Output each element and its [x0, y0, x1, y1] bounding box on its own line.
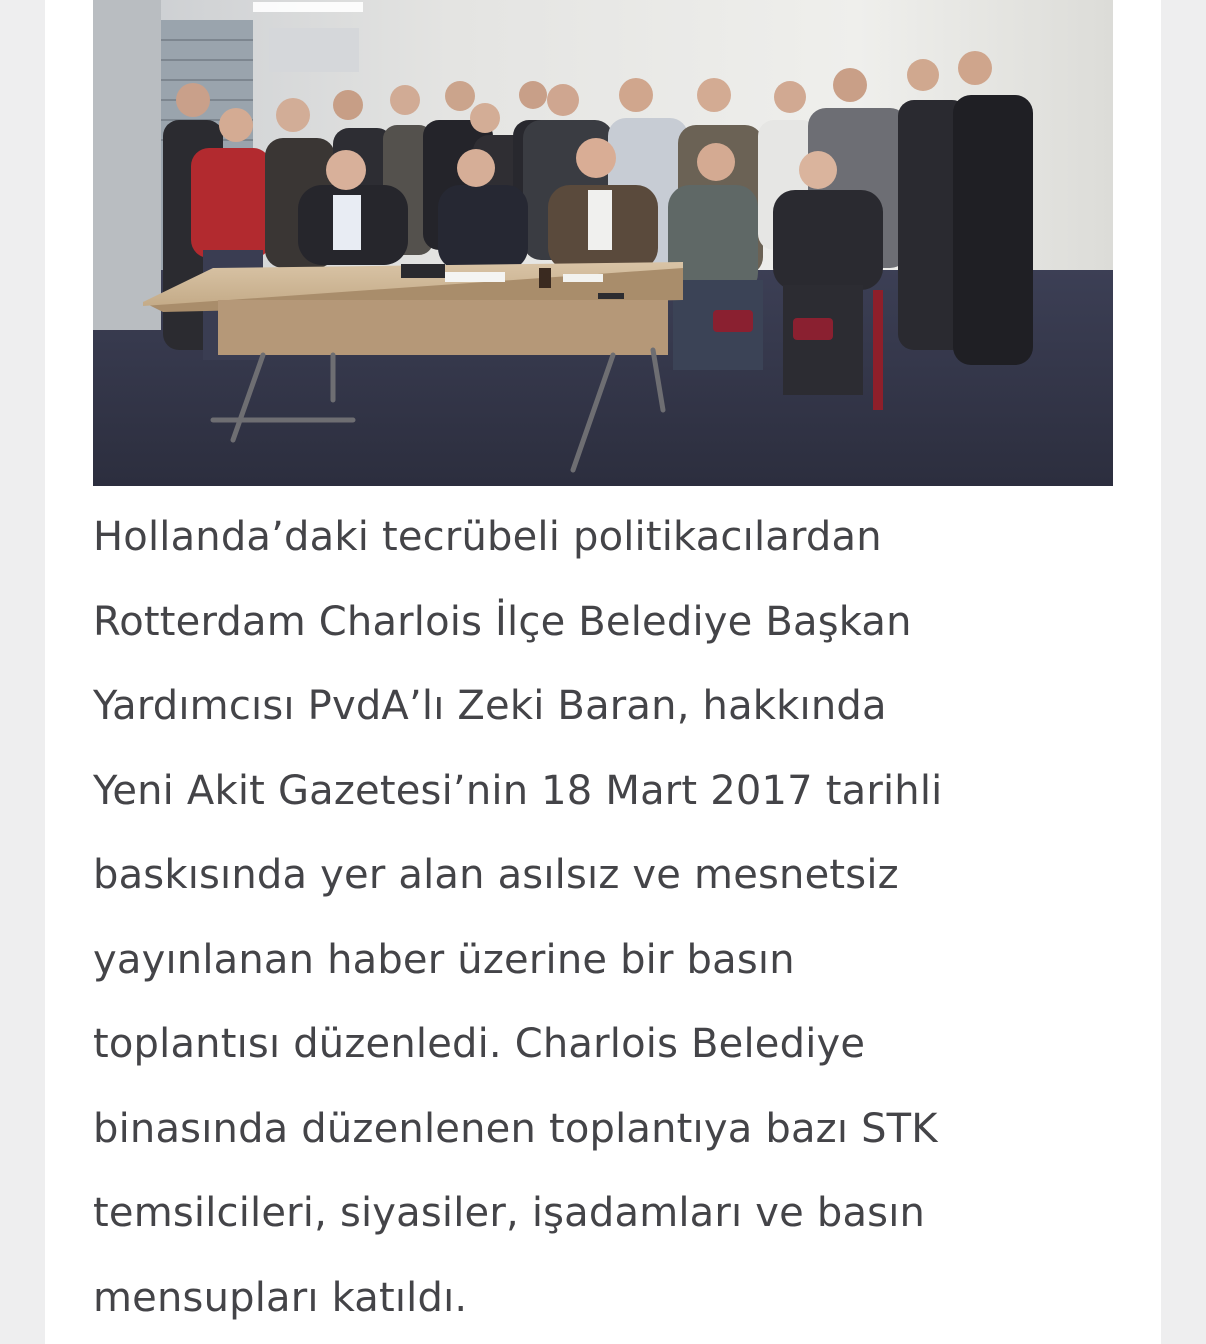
- article-body: Hollanda’daki tecrübeli politikacılardan Rotterdam Charlois İlçe Belediye Başkan Yardımcısı PvdA’lı Zeki Baran, hakkında Yeni Akit Gazetesi’nin 18 Mart 2017 tarihli baskısında yer alan asılsız ve mesnetsiz yayınlanan haber üzerine bir basın toplantısı düzenledi. Charlois Belediye binasında düzenlenen toplantıya bazı STK temsilcileri, siyasiler, işadamları ve basın mensupları katıldı.: [93, 514, 943, 1321]
- article-photo: [93, 0, 1113, 486]
- group-photo-icon: [93, 0, 1113, 486]
